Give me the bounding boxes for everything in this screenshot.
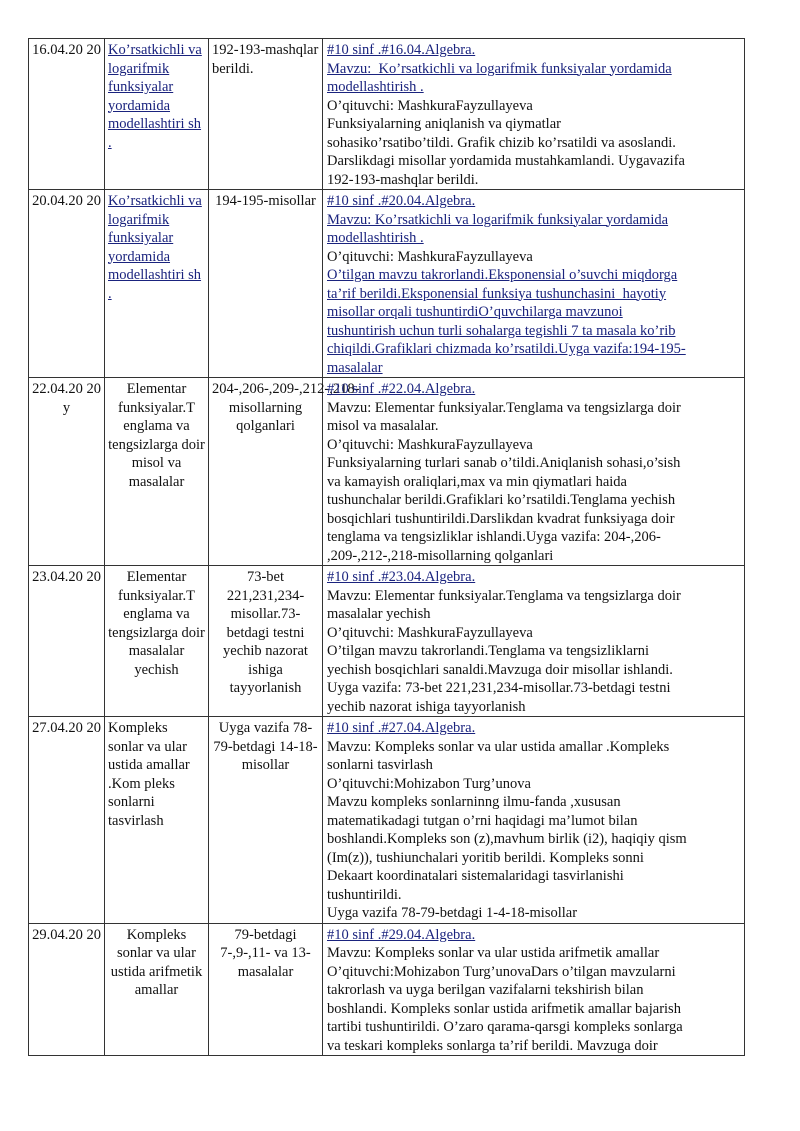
- description-line: misollar orqali tushuntirdiO’quvchilarga mavzunoi: [327, 304, 623, 320]
- description-line: Dekaart koordinatalari sistemalaridagi tasvirlanishi: [327, 868, 624, 884]
- description-line: Funksiyalarning turlari sanab o’tildi.Aniqlanish sohasi,o’sish: [327, 455, 681, 471]
- description-line: takrorlash va uyga berilgan vazifalarni tekshirish bilan: [327, 982, 644, 998]
- class-tag: #10 sinf .#16.04.Algebra.: [327, 42, 476, 58]
- topic-cell: Ko’rsatkichli va logarifmik funksiyalar yordamida modellashtiri sh .: [105, 190, 209, 378]
- teacher-line: O’qituvchi: MashkuraFayzullayeva: [327, 436, 533, 453]
- description-line: ta’rif berildi.Eksponensial funksiya tushunchasini hayotiy: [327, 285, 667, 302]
- date-cell: 22.04.20 20 y: [29, 378, 105, 566]
- description-line: Mavzu kompleks sonlarninng ilmu-fanda ,xususan: [327, 794, 621, 810]
- description-cell: [323, 566, 745, 717]
- description-line: (Im(z)), tushiunchalari yoritib berildi. Kompleks sonni: [327, 849, 644, 866]
- class-tag: #10 sinf .#20.04.Algebra.: [327, 193, 476, 209]
- class-tag: #10 sinf .#27.04.Algebra.: [327, 720, 476, 736]
- description-line: yechish bosqichlari sanaldi.Mavzuga doir misollar ishlandi.: [327, 661, 673, 678]
- homework-line: Uyga vazifa 78-79-betdagi 1-4-18-misollar: [327, 905, 578, 921]
- table-row: [29, 378, 745, 566]
- teacher-line: O’qituvchi: MashkuraFayzullayeva: [327, 624, 533, 641]
- description-line: boshlandi.Kompleks son (z),mavhum birlik (i2), haqiqiy qism: [327, 831, 687, 847]
- description-line: Mavzu: Ko’rsatkichli va logarifmik funksiyalar yordamida: [327, 211, 669, 228]
- homework-cell: 73-bet 221,231,234-misollar.73-betdagi testni yechib nazorat ishiga tayyorlanish: [209, 566, 323, 717]
- teacher-line: O’qituvchi: MashkuraFayzullayeva: [327, 97, 533, 114]
- table-row: [29, 566, 745, 717]
- topic-cell: Kompleks sonlar va ular ustida arifmetik amallar: [105, 923, 209, 1056]
- class-tag: #10 sinf .#22.04.Algebra.: [327, 381, 476, 397]
- description-line: va kamayish oraliqlari,max va min qiymatlari haida: [327, 473, 627, 490]
- description-line: Darslikdagi misollar yordamida mustahkamlandi. Uygavazifa: [327, 153, 685, 169]
- description-cell: [323, 717, 745, 924]
- description-cell: [323, 378, 745, 566]
- description-line: tartibi tushuntirildi. O’zaro qarama-qarsgi kompleks sonlarga: [327, 1019, 683, 1035]
- homework-cell: Uyga vazifa 78-79-betdagi 14-18-misollar: [209, 717, 323, 924]
- description-line: tushunchalar berildi.Grafiklari ko’rsatildi.Tenglama yechish: [327, 492, 676, 508]
- table-row: [29, 923, 745, 1056]
- description-line: tushuntirish uchun turli sohalarga tegishli 7 ta masala ko’rib: [327, 322, 676, 339]
- topic-cell: Elementar funksiyalar.T englama va tengsizlarga doir misol va masalalar: [105, 378, 209, 566]
- description-line: tenglama va tengsizliklar ishlandi.Uyga vazifa: 204-,206-: [327, 529, 661, 545]
- description-line: Mavzu: Elementar funksiyalar.Tenglama va tengsizlarga doir: [327, 399, 681, 416]
- date-cell: 20.04.20 20: [29, 190, 105, 378]
- class-tag: #10 sinf .#29.04.Algebra.: [327, 926, 476, 943]
- table-row: [29, 190, 745, 378]
- homework-cell: 194-195-misollar: [209, 190, 323, 378]
- description-line: masalalar yechish: [327, 606, 431, 622]
- date-cell: 16.04.20 20: [29, 39, 105, 190]
- class-tag: #10 sinf .#23.04.Algebra.: [327, 569, 476, 585]
- description-line: O’tilgan mavzu takrorlandi.Tenglama va tengsizliklarni: [327, 643, 650, 659]
- date-cell: 27.04.20 20: [29, 717, 105, 924]
- description-line: ,209-,212-,218-misollarning qolganlari: [327, 547, 554, 564]
- topic-cell: Elementar funksiyalar.T englama va tengsizlarga doir masalalar yechish: [105, 566, 209, 717]
- date-cell: 29.04.20 20: [29, 923, 105, 1056]
- description-line: yechib nazorat ishiga tayyorlanish: [327, 698, 526, 715]
- description-line: boshlandi. Kompleks sonlar ustida arifmetik amallar bajarish: [327, 1000, 681, 1017]
- description-line: Funksiyalarning aniqlanish va qiymatlar: [327, 116, 561, 132]
- description-line: Mavzu: Ko’rsatkichli va logarifmik funksiyalar yordamida: [327, 60, 672, 77]
- table-row: [29, 39, 745, 190]
- description-line: va teskari kompleks sonlarga ta’rif berildi. Mavzuga doir: [327, 1037, 658, 1054]
- description-line: bosqichlari tushuntirildi.Darslikdan kvadrat funksiyaga doir: [327, 510, 675, 527]
- description-line: Mavzu: Elementar funksiyalar.Tenglama va tengsizlarga doir: [327, 587, 681, 604]
- teacher-line: O’qituvchi: MashkuraFayzullayeva: [327, 248, 533, 265]
- teacher-line: O’qituvchi:Mohizabon Turg’unova: [327, 775, 531, 792]
- description-line: 192-193-mashqlar berildi.: [327, 171, 479, 188]
- description-cell: [323, 39, 745, 190]
- description-line: modellashtirish .: [327, 79, 424, 95]
- description-line: matematikadagi tutgan o’rni haqidagi ma’lumot bilan: [327, 812, 638, 829]
- table-row: [29, 717, 745, 924]
- lesson-journal-table: [28, 38, 745, 1056]
- homework-cell: 79-betdagi 7-,9-,11- va 13-masalalar: [209, 923, 323, 1056]
- description-line: masalalar: [327, 359, 383, 376]
- description-line: O’tilgan mavzu takrorlandi.Eksponensial o’suvchi miqdorga: [327, 267, 678, 283]
- homework-cell: 192-193-mashqlar berildi.: [209, 39, 323, 190]
- description-line: Uyga vazifa: 73-bet 221,231,234-misollar.73-betdagi testni: [327, 680, 671, 696]
- homework-cell: 204-,206-,209-,212-,218-misollarning qolganlari: [209, 378, 323, 566]
- teacher-line: O’qituvchi:Mohizabon Turg’unovaDars o’tilgan mavzularni: [327, 963, 676, 980]
- date-cell: 23.04.20 20: [29, 566, 105, 717]
- description-line: Mavzu: Kompleks sonlar va ular ustida amallar .Kompleks: [327, 738, 670, 755]
- description-cell: [323, 923, 745, 1056]
- description-line: tushuntirildi.: [327, 886, 402, 903]
- description-line: misol va masalalar.: [327, 418, 439, 434]
- description-line: modellashtirish .: [327, 230, 424, 246]
- topic-cell: Ko’rsatkichli va logarifmik funksiyalar yordamida modellashtiri sh .: [105, 39, 209, 190]
- description-line: sonlarni tasvirlash: [327, 757, 433, 773]
- description-line: sohasiko’rsatibo’tildi. Grafik chizib ko’rsatildi va asoslandi.: [327, 134, 676, 151]
- description-line: chiqildi.Grafiklari chizmada ko’rsatildi.Uyga vazifa:194-195-: [327, 341, 686, 357]
- topic-cell: Kompleks sonlar va ular ustida amallar .Kom pleks sonlarni tasvirlash: [105, 717, 209, 924]
- description-line: Mavzu: Kompleks sonlar va ular ustida arifmetik amallar: [327, 945, 660, 961]
- description-cell: [323, 190, 745, 378]
